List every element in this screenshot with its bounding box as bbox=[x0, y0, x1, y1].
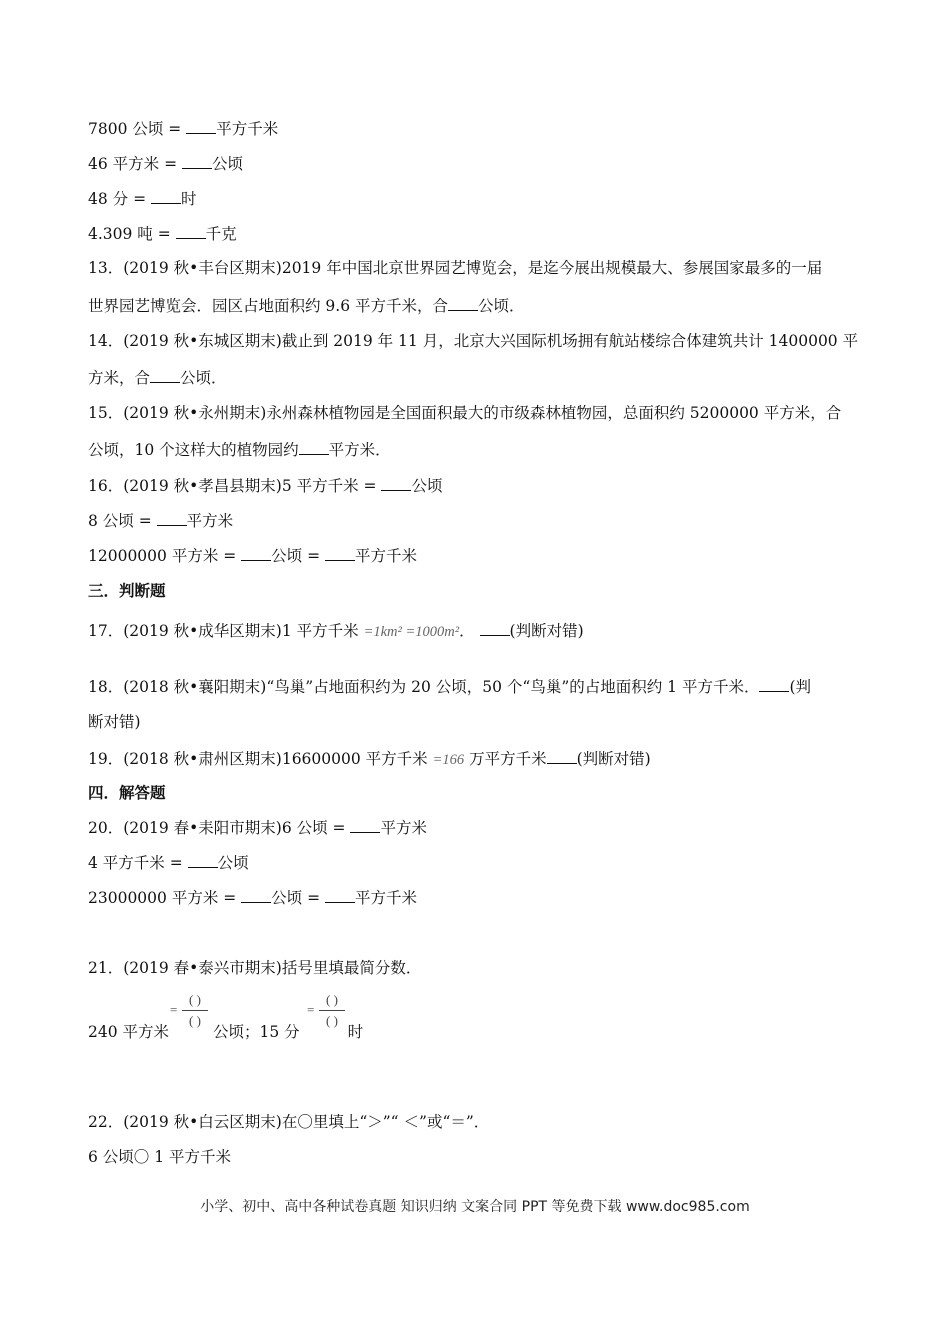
question-20-line-1 bbox=[88, 817, 427, 838]
fraction-denominator: ( ) bbox=[326, 1013, 338, 1028]
answer-blank[interactable] bbox=[151, 188, 181, 204]
line-text: 平方米 bbox=[186, 512, 234, 530]
question-22-line-1: 22．(2019 秋•白云区期末)在〇里填上“＞”“ ＜”或“＝”． bbox=[88, 1113, 490, 1131]
line-text: 240 平方米 bbox=[88, 1023, 170, 1041]
line-text: 平方米 bbox=[380, 819, 427, 837]
fraction-numerator: ( ) bbox=[189, 992, 201, 1007]
answer-blank[interactable] bbox=[150, 367, 180, 383]
line-text: 平方千米 bbox=[216, 120, 279, 138]
question-15-line-1: 15．(2019 秋•永州期末)永州森林植物园是全国面积最大的市级森林植物园，总面积约 5200000 平方米，合 bbox=[88, 404, 842, 422]
eq-sign: = bbox=[307, 1002, 315, 1017]
line-text: 23000000 平方米 = bbox=[88, 889, 242, 907]
line-text: 公顷 bbox=[411, 477, 443, 495]
line-text: 平方千米 bbox=[355, 889, 418, 907]
question-15-line-2 bbox=[88, 439, 391, 460]
page-footer: 小学、初中、高中各种试卷真题 知识归纳 文案合同 PPT 等免费下载 www.doc985.com bbox=[200, 1199, 750, 1215]
answer-blank[interactable] bbox=[241, 887, 271, 903]
line-text: 公顷 = bbox=[271, 889, 326, 907]
line-text: 4.309 吨 = bbox=[88, 225, 176, 243]
math-expression: =1km² =1000m² bbox=[363, 624, 460, 640]
question-14-line-2 bbox=[88, 367, 227, 388]
line-text: 公顷 = bbox=[271, 547, 326, 565]
line-text: 公顷 bbox=[212, 155, 244, 173]
line-text: 公顷． bbox=[478, 297, 525, 315]
line-text: 46 平方米 = bbox=[88, 155, 182, 173]
question-20-line-3 bbox=[88, 887, 417, 908]
conversion-line-1 bbox=[88, 118, 278, 139]
section-heading-judgement: 三．判断题 bbox=[88, 581, 166, 600]
eq-sign: = bbox=[170, 1002, 178, 1017]
fraction-denominator: ( ) bbox=[189, 1013, 201, 1028]
answer-blank[interactable] bbox=[325, 545, 355, 561]
answer-blank[interactable] bbox=[448, 295, 478, 311]
line-text: 公顷 bbox=[217, 854, 249, 872]
fraction-blank[interactable] bbox=[182, 992, 208, 1029]
question-13-line-1: 13．(2019 秋•丰台区期末)2019 年中国北京世界园艺博览会，是迄今展出规模最大、参展国家最多的一届 bbox=[88, 259, 823, 277]
fraction-numerator: ( ) bbox=[326, 992, 338, 1007]
answer-blank[interactable] bbox=[547, 748, 577, 764]
line-text: 千克 bbox=[205, 225, 237, 243]
question-20-line-2 bbox=[88, 852, 249, 873]
line-text: 公顷；15 分 bbox=[213, 1023, 300, 1041]
line-text: 4 平方千米 = bbox=[88, 854, 188, 872]
question-16-line-1 bbox=[88, 475, 442, 496]
line-text: 18．(2018 秋•襄阳期末)“鸟巢”占地面积约为 20 公顷，50 个“鸟巢”的占地面积约 1 平方千米． bbox=[88, 678, 760, 696]
line-text: 12000000 平方米 = bbox=[88, 547, 242, 565]
answer-blank[interactable] bbox=[241, 545, 271, 561]
answer-blank[interactable] bbox=[325, 887, 355, 903]
line-text: ． bbox=[459, 622, 475, 640]
answer-blank[interactable] bbox=[759, 676, 789, 692]
answer-blank[interactable] bbox=[350, 817, 380, 833]
question-22-line-2: 6 公顷〇 1 平方千米 bbox=[88, 1148, 232, 1166]
question-13-line-2 bbox=[88, 295, 525, 316]
answer-blank[interactable] bbox=[176, 223, 206, 239]
answer-blank[interactable] bbox=[157, 510, 187, 526]
question-16-line-3 bbox=[88, 545, 417, 566]
answer-blank[interactable] bbox=[182, 153, 212, 169]
math-expression: =166 bbox=[432, 752, 465, 768]
answer-blank[interactable] bbox=[381, 475, 411, 491]
conversion-line-2 bbox=[88, 153, 243, 174]
question-17 bbox=[88, 620, 584, 642]
line-text: 48 分 = bbox=[88, 190, 151, 208]
line-text: 平方千米 bbox=[355, 547, 418, 565]
line-text: 公顷，10 个这样大的植物园约 bbox=[88, 441, 299, 459]
line-text: 20．(2019 春•耒阳市期末)6 公顷 = bbox=[88, 819, 351, 837]
question-19 bbox=[88, 748, 651, 770]
answer-blank[interactable] bbox=[480, 620, 510, 636]
fraction-bar bbox=[182, 1010, 208, 1011]
answer-blank[interactable] bbox=[299, 439, 329, 455]
line-text: 世界园艺博览会．园区占地面积约 9.6 平方千米，合 bbox=[88, 297, 449, 315]
line-text: 时 bbox=[181, 190, 197, 208]
section-heading-answers: 四．解答题 bbox=[88, 783, 166, 802]
line-text: 万平方千米 bbox=[464, 750, 547, 768]
line-text: 8 公顷 = bbox=[88, 512, 157, 530]
question-16-line-2 bbox=[88, 510, 233, 531]
line-text: 19．(2018 秋•肃州区期末)16600000 平方千米 bbox=[88, 750, 433, 768]
line-text: 17．(2019 秋•成华区期末)1 平方千米 bbox=[88, 622, 364, 640]
line-text: 7800 公顷 = bbox=[88, 120, 187, 138]
line-text: 平方米． bbox=[328, 441, 391, 459]
question-21-line-1: 21．(2019 春•泰兴市期末)括号里填最简分数． bbox=[88, 959, 422, 977]
question-14-line-1: 14．(2019 秋•东城区期末)截止到 2019 年 11 月，北京大兴国际机场拥有航站楼综合体建筑共计 1400000 平 bbox=[88, 332, 859, 350]
answer-blank[interactable] bbox=[188, 852, 218, 868]
fraction-bar bbox=[319, 1010, 345, 1011]
line-text: (判 bbox=[789, 678, 812, 696]
conversion-line-3 bbox=[88, 188, 197, 209]
question-18-line-2: 断对错) bbox=[88, 713, 141, 731]
line-text: 时 bbox=[347, 1023, 364, 1041]
line-text: 16．(2019 秋•孝昌县期末)5 平方千米 = bbox=[88, 477, 382, 495]
line-text: (判断对错) bbox=[576, 750, 651, 768]
answer-blank[interactable] bbox=[186, 118, 216, 134]
question-18-line-1 bbox=[88, 676, 811, 697]
fraction-blank[interactable] bbox=[319, 992, 345, 1029]
line-text: 公顷． bbox=[180, 369, 227, 387]
line-text: 方米，合 bbox=[88, 369, 151, 387]
line-text: (判断对错) bbox=[509, 622, 584, 640]
conversion-line-4 bbox=[88, 223, 237, 244]
